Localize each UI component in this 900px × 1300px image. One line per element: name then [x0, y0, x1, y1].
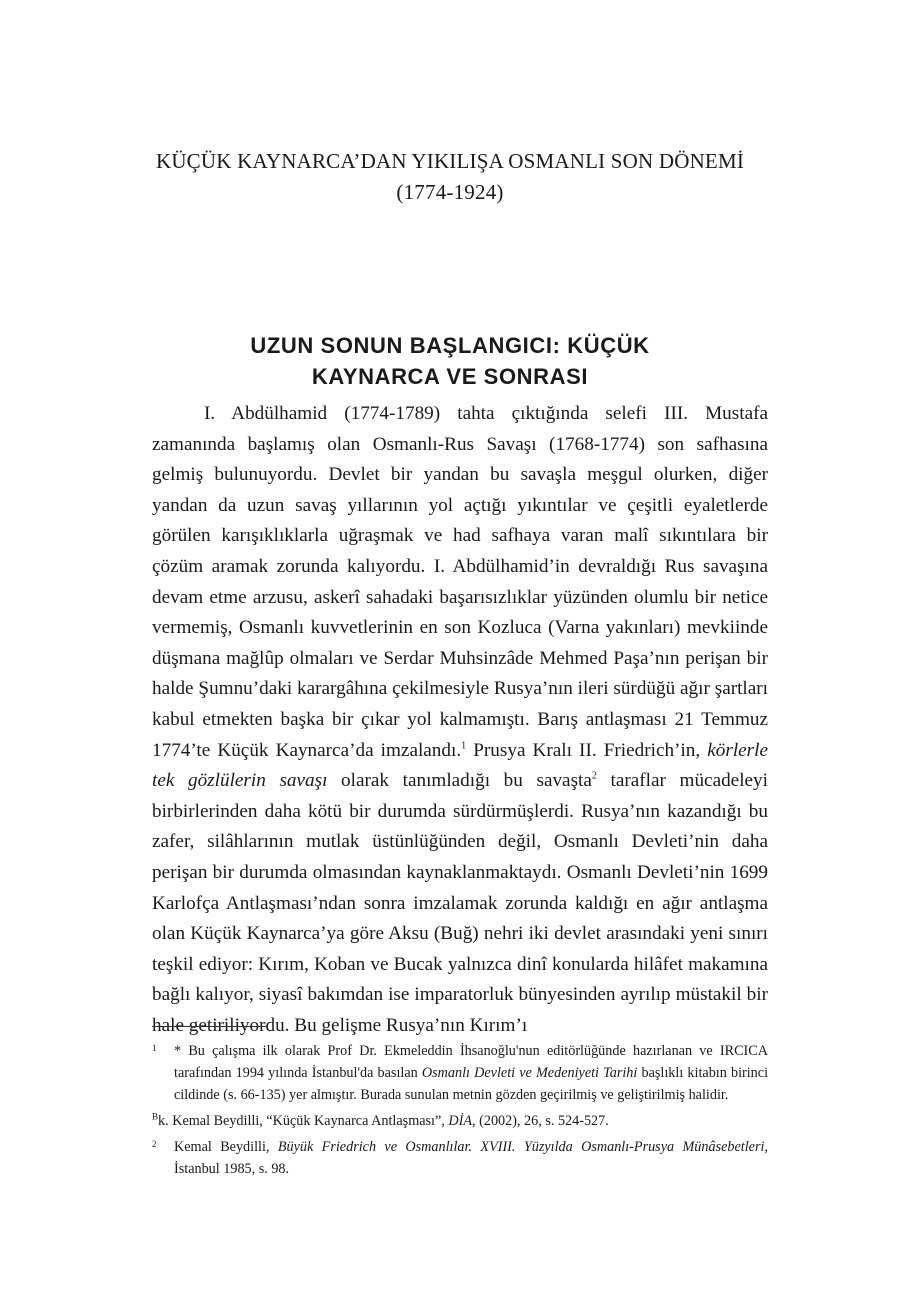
footnote-star-mark: 1	[152, 1043, 157, 1053]
footnote-star	[152, 1040, 768, 1106]
footnote-star-text-a: * Bu çalışma ilk olarak Prof Dr. Ekmeleddin İhsanoğlu'nun editörlüğünde hazırlanan ve IRCICA tarafından 1994 yılında İstanbul'da basılan	[174, 1043, 768, 1081]
running-title-line1: KÜÇÜK KAYNARCA’DAN YIKILIŞA OSMANLI SON DÖNEMİ	[155, 149, 745, 173]
body-text-part4: taraflar mücadeleyi birbirlerinden daha kötü bir durumda sürdürmüşlerdi. Rusya’nın kazandığı bu zafer, silâhlarının mutlak üstünlüğünden değil, Osmanlı Devleti’nin daha perişan bir durumda olmasından kaynaklanmaktaydı. Osmanlı Devleti’nin 1699 Karlofça Antlaşması’ndan sonra imzalamak zorunda kaldığı en ağır antlaşma olan Küçük Kaynarca’ya göre Aksu (Buğ) nehri iki devlet arasındaki yeni sınırı teşkil ediyor: Kırım, Koban ve Bucak yalnızca dinî konularda hilâfet makamına bağlı kalıyor, siyasî bakımdan ise imparatorluk bünyesinden ayrılıp müstakil bir hale getiriliyordu. Bu gelişme Rusya’nın Kırım’ı	[152, 770, 768, 1036]
footnotes	[152, 1040, 768, 1184]
chapter-title-line2: KAYNARCA VE SONRASI	[311, 364, 589, 389]
body-italic-phrase: körlerle tek gözlülerin savaşı	[152, 739, 768, 792]
footnote-1-source: DİA	[448, 1113, 473, 1129]
footnote-star-book-title: Osmanlı Devleti ve Medeniyeti Tarihi	[421, 1065, 638, 1081]
footnote-1	[152, 1110, 768, 1132]
footnote-1-text-b: , (2002), 26, s. 524-527.	[472, 1113, 609, 1129]
body-text-part3: olarak tanımladığı bu savaşta	[327, 770, 592, 792]
running-title-line2: (1774-1924)	[396, 180, 504, 204]
footnote-1-text-a: k. Kemal Beydilli, “Küçük Kaynarca Antlaşması”,	[158, 1113, 449, 1129]
footnote-2-book-title: Büyük Friedrich ve Osmanlılar. XVIII. Yüzyılda Osmanlı-Prusya Münâsebetleri,	[277, 1139, 768, 1155]
footnote-1-mark: B	[152, 1111, 159, 1122]
body-text-part1: I. Abdülhamid (1774-1789) tahta çıktığında selefi III. Mustafa zamanında başlamış olan Osmanlı-Rus Savaşı (1768-1774) son safhasına gelmiş bulunuyordu. Devlet bir yandan bu savaşla meşgul olurken, diğer yandan da uzun savaş yıllarının yol açtığı yıkıntılar ve çeşitli eyaletlerde görülen karışıklıklarla uğraşmak ve had safhaya varan malî sıkıntılara bir çözüm aramak zorunda kalıyordu. I. Abdülhamid’in devraldığı Rus savaşına devam etme arzusu, askerî sahadaki başarısızlıklar yüzünden olumlu bir netice vermemiş, Osmanlı kuvvetlerinin en son Kozluca (Varna yakınları) mevkiinde düşmana mağlûp olmaları ve Serdar Muhsinzâde Mehmed Paşa’nın perişan bir halde Şumnu’daki karargâhına çekilmesiyle Rusya’nın ileri sürdüğü ağır şartları kabul etmekten başka bir çıkar yol kalmamıştı. Barış antlaşması 21 Temmuz 1774’te Küçük Kaynarca’da imzalandı.	[152, 403, 768, 761]
footnote-2	[152, 1136, 768, 1180]
footnote-2-text-b: İstanbul 1985, s. 98.	[174, 1161, 290, 1177]
chapter-title	[0, 330, 900, 392]
chapter-title-line1: UZUN SONUN BAŞLANGICI: KÜÇÜK	[250, 333, 650, 358]
body-paragraph	[152, 399, 768, 1041]
footnote-2-mark: 2	[152, 1139, 157, 1149]
footnote-ref-2[interactable]: 2	[591, 770, 597, 782]
body-text-part2: Prusya Kralı II. Friedrich’in,	[466, 739, 708, 761]
footnote-ref-1[interactable]: 1	[461, 740, 467, 752]
footnote-2-text-a: Kemal Beydilli,	[174, 1139, 278, 1155]
running-title	[0, 146, 900, 208]
footnote-star-text-b: başlıklı kitabın birinci cildinde (s. 66-135) yer almıştır. Burada sunulan metnin gözden geçirilmiş ve geliştirilmiş halidir.	[174, 1065, 769, 1103]
footnote-separator	[152, 1026, 268, 1027]
